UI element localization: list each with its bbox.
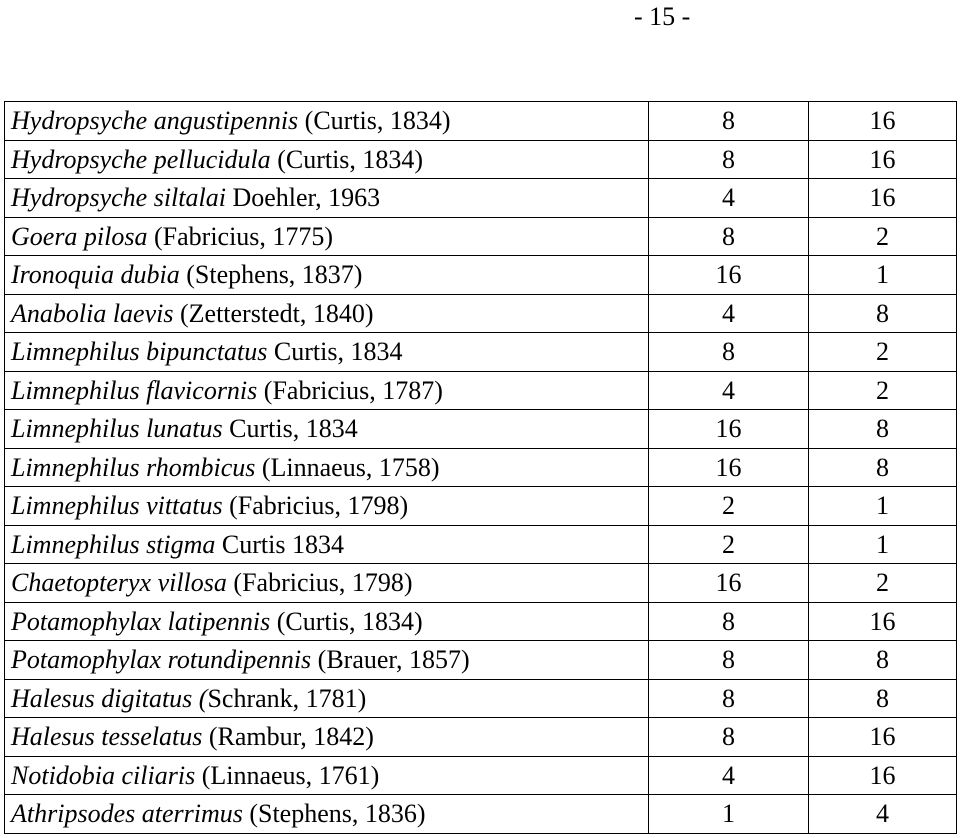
value-cell-b: 8 xyxy=(809,641,957,680)
value-cell-b: 1 xyxy=(809,256,957,295)
species-authority: (Curtis, 1834) xyxy=(270,144,424,174)
value-cell-a: 16 xyxy=(649,256,809,295)
species-authority: (Fabricius, 1787) xyxy=(257,375,443,405)
species-name-cell xyxy=(5,333,649,372)
value-cell-a: 16 xyxy=(649,448,809,487)
species-authority: (Linnaeus, 1761) xyxy=(195,760,380,790)
species-name-cell xyxy=(5,256,649,295)
value-cell-a: 8 xyxy=(649,718,809,757)
value-cell-a: 2 xyxy=(649,487,809,526)
species-name: Limnephilus stigma xyxy=(11,529,216,559)
species-table xyxy=(4,101,957,834)
value-cell-b: 4 xyxy=(809,795,957,834)
value-cell-b: 8 xyxy=(809,679,957,718)
species-name: Limnephilus bipunctatus xyxy=(11,337,268,367)
species-table-body xyxy=(5,102,957,834)
species-name-cell xyxy=(5,294,649,333)
value-cell-b: 8 xyxy=(809,410,957,449)
species-name: Ironoquia dubia xyxy=(11,260,180,290)
species-name: Halesus digitatus ( xyxy=(11,683,208,713)
value-cell-b: 16 xyxy=(809,179,957,218)
species-name: Limnephilus vittatus xyxy=(11,491,223,521)
table-row xyxy=(5,140,957,179)
species-name: Chaetopteryx villosa xyxy=(11,568,227,598)
species-name: Hydropsyche siltalai xyxy=(11,183,226,213)
species-authority: (Brauer, 1857) xyxy=(311,645,470,675)
species-authority: (Fabricius, 1775) xyxy=(147,221,334,251)
species-authority: (Curtis, 1834) xyxy=(298,106,451,136)
species-authority: (Curtis, 1834) xyxy=(270,606,423,636)
species-name-cell xyxy=(5,602,649,641)
species-name: Hydropsyche angustipennis xyxy=(11,106,299,136)
value-cell-a: 8 xyxy=(649,679,809,718)
table-row xyxy=(5,294,957,333)
value-cell-a: 8 xyxy=(649,333,809,372)
value-cell-b: 1 xyxy=(809,487,957,526)
species-name: Athripsodes aterrimus xyxy=(11,799,243,829)
value-cell-a: 8 xyxy=(649,102,809,141)
table-row xyxy=(5,410,957,449)
species-name-cell xyxy=(5,756,649,795)
species-name: Limnephilus lunatus xyxy=(11,414,223,444)
species-authority: Curtis, 1834 xyxy=(267,337,403,367)
species-name: Limnephilus rhombicus xyxy=(11,452,256,482)
value-cell-b: 2 xyxy=(809,217,957,256)
species-name: Potamophylax rotundipennis xyxy=(11,645,312,675)
value-cell-a: 8 xyxy=(649,217,809,256)
species-authority: Curtis 1834 xyxy=(215,529,344,559)
species-authority: (Fabricius, 1798) xyxy=(226,568,413,598)
species-authority: (Fabricius, 1798) xyxy=(222,491,409,521)
species-authority: Curtis, 1834 xyxy=(222,414,358,444)
table-row xyxy=(5,718,957,757)
value-cell-b: 16 xyxy=(809,102,957,141)
species-name-cell xyxy=(5,679,649,718)
species-name-cell xyxy=(5,217,649,256)
species-name-cell xyxy=(5,179,649,218)
species-name-cell xyxy=(5,140,649,179)
value-cell-b: 16 xyxy=(809,718,957,757)
species-name: Anabolia laevis xyxy=(11,298,174,328)
value-cell-a: 4 xyxy=(649,179,809,218)
table-row xyxy=(5,179,957,218)
species-authority: (Rambur, 1842) xyxy=(202,722,374,752)
table-row xyxy=(5,525,957,564)
value-cell-b: 8 xyxy=(809,294,957,333)
species-name-cell xyxy=(5,487,649,526)
value-cell-a: 16 xyxy=(649,410,809,449)
species-authority: (Stephens, 1836) xyxy=(242,799,426,829)
value-cell-a: 4 xyxy=(649,756,809,795)
species-authority: Schrank, 1781) xyxy=(207,683,367,713)
value-cell-b: 1 xyxy=(809,525,957,564)
species-authority: (Stephens, 1837) xyxy=(179,260,363,290)
table-row xyxy=(5,795,957,834)
value-cell-a: 8 xyxy=(649,140,809,179)
species-name-cell xyxy=(5,795,649,834)
species-name-cell xyxy=(5,718,649,757)
species-name-cell xyxy=(5,564,649,603)
species-name: Goera pilosa xyxy=(11,221,148,251)
value-cell-a: 8 xyxy=(649,641,809,680)
table-row xyxy=(5,679,957,718)
value-cell-b: 16 xyxy=(809,602,957,641)
species-name-cell xyxy=(5,448,649,487)
value-cell-a: 8 xyxy=(649,602,809,641)
value-cell-b: 8 xyxy=(809,448,957,487)
species-name-cell xyxy=(5,525,649,564)
value-cell-b: 16 xyxy=(809,140,957,179)
table-row xyxy=(5,487,957,526)
species-name-cell xyxy=(5,102,649,141)
value-cell-b: 2 xyxy=(809,564,957,603)
value-cell-a: 1 xyxy=(649,795,809,834)
value-cell-b: 2 xyxy=(809,333,957,372)
species-authority: Doehler, 1963 xyxy=(225,183,381,213)
table-row xyxy=(5,333,957,372)
table-row xyxy=(5,602,957,641)
table-row xyxy=(5,448,957,487)
species-name: Limnephilus flavicornis xyxy=(11,375,258,405)
species-name: Hydropsyche pellucidula xyxy=(11,144,271,174)
species-name-cell xyxy=(5,641,649,680)
table-row xyxy=(5,102,957,141)
value-cell-a: 4 xyxy=(649,294,809,333)
table-row xyxy=(5,217,957,256)
table-row xyxy=(5,564,957,603)
species-authority: (Zetterstedt, 1840) xyxy=(173,298,374,328)
species-name: Halesus tesselatus xyxy=(11,722,203,752)
species-name-cell xyxy=(5,410,649,449)
value-cell-b: 16 xyxy=(809,756,957,795)
value-cell-a: 16 xyxy=(649,564,809,603)
table-row xyxy=(5,256,957,295)
species-name: Notidobia ciliaris xyxy=(11,760,196,790)
value-cell-b: 2 xyxy=(809,371,957,410)
value-cell-a: 4 xyxy=(649,371,809,410)
page-number: - 15 - xyxy=(634,2,691,31)
value-cell-a: 2 xyxy=(649,525,809,564)
species-name-cell xyxy=(5,371,649,410)
species-authority: (Linnaeus, 1758) xyxy=(255,452,440,482)
table-row xyxy=(5,641,957,680)
table-row xyxy=(5,371,957,410)
species-name: Potamophylax latipennis xyxy=(11,606,271,636)
table-row xyxy=(5,756,957,795)
